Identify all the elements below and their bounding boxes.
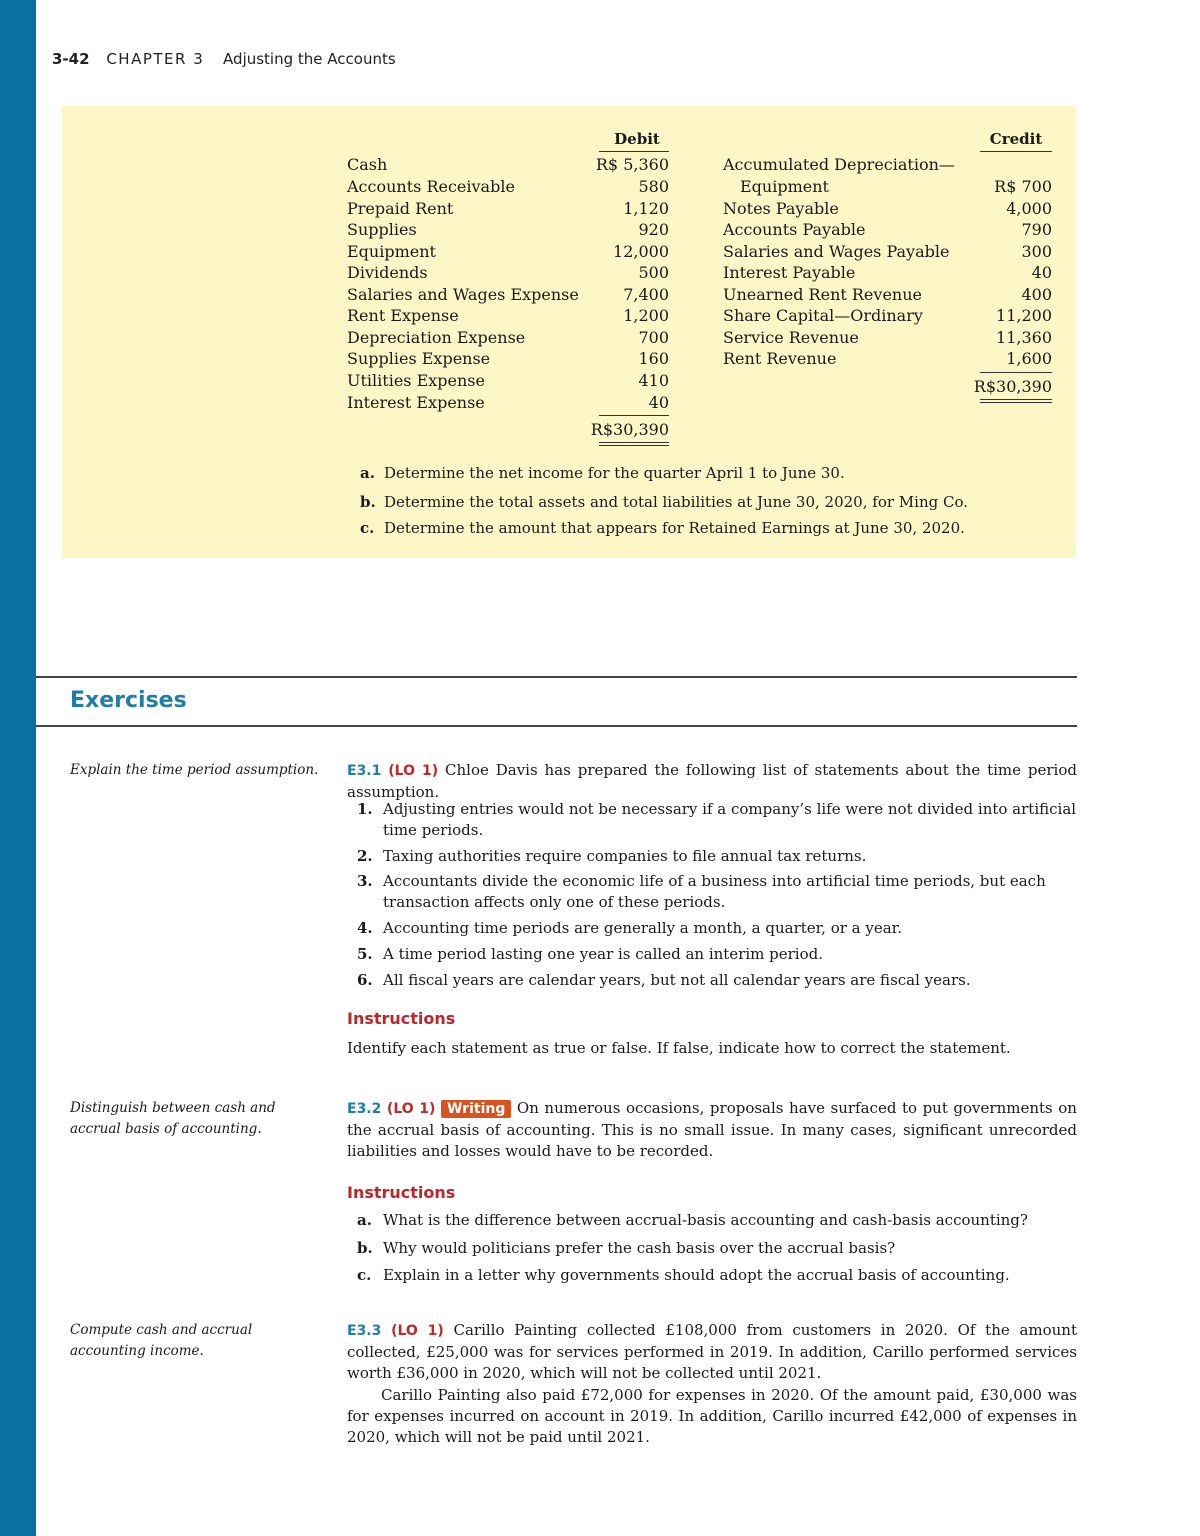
- debit-account-name: Salaries and Wages Expense: [347, 285, 579, 304]
- question-letter: c.: [360, 519, 375, 537]
- item-letter: a.: [357, 1211, 372, 1229]
- exercises-bottom-rule: [36, 725, 1077, 727]
- e33-margin-note: Compute cash and accrual accounting income.: [70, 1322, 253, 1359]
- credit-account-name: Equipment: [740, 177, 829, 196]
- question-text: Determine the net income for the quarter April 1 to June 30.: [384, 464, 845, 482]
- item-number: 2.: [357, 847, 373, 865]
- e33-id: E3.3: [347, 1323, 382, 1339]
- debit-amount: 12,000: [613, 242, 669, 261]
- debit-amount: 500: [638, 263, 669, 282]
- debit-amount: 580: [638, 177, 669, 196]
- question-text: Determine the amount that appears for Retained Earnings at June 30, 2020.: [384, 519, 965, 537]
- page-number: 3-42: [52, 50, 90, 68]
- item-number: 4.: [357, 919, 373, 937]
- e32-list-item: [357, 1265, 1077, 1286]
- e33-paragraph-1: [347, 1320, 1077, 1384]
- exercises-title: Exercises: [70, 688, 187, 713]
- item-letter: c.: [357, 1266, 372, 1284]
- debit-account-name: Dividends: [347, 263, 428, 282]
- running-head: [52, 50, 396, 68]
- item-text: All fiscal years are calendar years, but not all calendar years are fiscal years.: [383, 971, 971, 989]
- debit-header: Debit: [614, 130, 660, 148]
- e32-intro: [347, 1098, 1077, 1162]
- e31-lo: (LO 1): [388, 763, 439, 779]
- credit-account-name: Salaries and Wages Payable: [723, 242, 950, 261]
- debit-total: R$30,390: [590, 420, 669, 439]
- debit-account-name: Equipment: [347, 242, 436, 261]
- credit-amount: 40: [1031, 263, 1052, 282]
- credit-amount: 11,200: [996, 306, 1052, 325]
- credit-total: R$30,390: [973, 377, 1052, 396]
- credit-account-name: Unearned Rent Revenue: [723, 285, 922, 304]
- debit-total-rule: [599, 415, 669, 416]
- item-text: Accountants divide the economic life of a business into artificial time periods, but each transaction affects only one of these periods.: [383, 872, 1046, 911]
- e31-list-item: [357, 944, 1077, 965]
- debit-account-name: Rent Expense: [347, 306, 459, 325]
- credit-header-rule: [980, 151, 1052, 152]
- e32-list-item: [357, 1238, 1077, 1259]
- credit-total-rule: [980, 372, 1052, 373]
- e31-id: E3.1: [347, 763, 382, 779]
- item-text: Taxing authorities require companies to file annual tax returns.: [383, 847, 867, 865]
- credit-amount: 300: [1021, 242, 1052, 261]
- e32-instructions-heading: Instructions: [347, 1183, 456, 1202]
- e31-list-item: [357, 846, 1077, 867]
- credit-amount: 400: [1021, 285, 1052, 304]
- debit-account-name: Depreciation Expense: [347, 328, 526, 347]
- sidebar-color-bar: [0, 0, 36, 1536]
- question-item: [360, 464, 845, 482]
- debit-amount: 7,400: [623, 285, 669, 304]
- e31-list-item: [357, 871, 1077, 913]
- item-number: 3.: [357, 872, 373, 890]
- e33-lo: (LO 1): [391, 1323, 444, 1339]
- item-text: Explain in a letter why governments should adopt the accrual basis of accounting.: [383, 1266, 1010, 1284]
- credit-amount: 790: [1021, 220, 1052, 239]
- question-item: [360, 493, 968, 511]
- credit-amount: 4,000: [1006, 199, 1052, 218]
- credit-amount: R$ 700: [994, 177, 1052, 196]
- chapter-title: Adjusting the Accounts: [223, 50, 396, 68]
- debit-amount: 160: [638, 349, 669, 368]
- item-text: Adjusting entries would not be necessary if a company’s life were not divided into artificial time periods.: [383, 800, 1077, 839]
- debit-header-rule: [599, 151, 669, 152]
- credit-account-name: Share Capital—Ordinary: [723, 306, 923, 325]
- e31-list-item: [357, 970, 1077, 991]
- debit-amount: 700: [638, 328, 669, 347]
- credit-total-double-rule: [980, 399, 1052, 400]
- item-text: Accounting time periods are generally a month, a quarter, or a year.: [383, 919, 902, 937]
- e31-list-item: [357, 918, 1077, 939]
- credit-total-double-rule: [980, 402, 1052, 403]
- credit-account-name: Service Revenue: [723, 328, 859, 347]
- credit-account-name: Interest Payable: [723, 263, 856, 282]
- item-text: Why would politicians prefer the cash basis over the accrual basis?: [383, 1239, 896, 1257]
- item-number: 6.: [357, 971, 373, 989]
- item-number: 5.: [357, 945, 373, 963]
- e31-intro: [347, 760, 1077, 803]
- debit-account-name: Supplies Expense: [347, 349, 491, 368]
- debit-account-name: Utilities Expense: [347, 371, 485, 390]
- credit-account-name: Rent Revenue: [723, 349, 837, 368]
- writing-badge: Writing: [441, 1100, 511, 1118]
- credit-amount: 11,360: [996, 328, 1052, 347]
- e32-list-item: [357, 1210, 1077, 1231]
- e31-list-item: [357, 799, 1077, 841]
- debit-amount: 920: [638, 220, 669, 239]
- e32-intro-text: On numerous occasions, proposals have surfaced to put governments on the accrual basis of accounting. This is no small issue. In many cases, significant unrecorded liabilities and losses would have to be recorded.: [347, 1099, 1077, 1160]
- debit-amount: 1,120: [623, 199, 669, 218]
- e33-paragraph-2: Carillo Painting also paid £72,000 for expenses in 2020. Of the amount paid, £30,000 was for expenses incurred on account in 2019. In addition, Carillo incurred £42,000 of expenses in 2020, which will not be paid until 2021.: [347, 1386, 1077, 1446]
- chapter-label: CHAPTER 3: [106, 50, 205, 68]
- e31-instructions-heading: Instructions: [347, 1009, 456, 1028]
- e32-lo: (LO 1): [386, 1101, 436, 1117]
- exercises-top-rule: [36, 676, 1077, 678]
- question-letter: b.: [360, 493, 376, 511]
- debit-amount: 40: [648, 393, 669, 412]
- item-text: What is the difference between accrual-basis accounting and cash-basis accounting?: [383, 1211, 1028, 1229]
- debit-total-double-rule: [599, 442, 669, 443]
- credit-header: Credit: [989, 130, 1043, 148]
- e31-intro-text: Chloe Davis has prepared the following list of statements about the time period assumption.: [347, 761, 1077, 801]
- e32-id: E3.2: [347, 1101, 382, 1117]
- e31-instructions-text: Identify each statement as true or false. If false, indicate how to correct the statement.: [347, 1039, 1011, 1057]
- debit-account-name: Supplies: [347, 220, 417, 239]
- debit-account-name: Prepaid Rent: [347, 199, 454, 218]
- debit-account-name: Accounts Receivable: [347, 177, 515, 196]
- item-letter: b.: [357, 1239, 373, 1257]
- item-text: A time period lasting one year is called an interim period.: [383, 945, 823, 963]
- credit-account-name: Accumulated Depreciation—: [723, 155, 955, 174]
- debit-account-name: Interest Expense: [347, 393, 485, 412]
- e33-para1-text: Carillo Painting collected £108,000 from customers in 2020. Of the amount collected, £25,000 was for services performed in 2019. In addition, Carillo performed services worth £36,000 in 2020, which will not be collected until 2021.: [347, 1321, 1077, 1382]
- credit-amount: 1,600: [1006, 349, 1052, 368]
- e32-margin-note: Distinguish between cash and accrual basis of accounting.: [70, 1100, 276, 1137]
- credit-account-name: Accounts Payable: [723, 220, 866, 239]
- debit-total-double-rule: [599, 445, 669, 446]
- debit-amount: R$ 5,360: [595, 155, 669, 174]
- debit-account-name: Cash: [347, 155, 388, 174]
- question-item: [360, 519, 965, 537]
- debit-amount: 1,200: [623, 306, 669, 325]
- question-text: Determine the total assets and total liabilities at June 30, 2020, for Ming Co.: [384, 493, 968, 511]
- e31-margin-note: Explain the time period assumption.: [70, 762, 319, 778]
- item-number: 1.: [357, 800, 373, 818]
- question-letter: a.: [360, 464, 375, 482]
- debit-amount: 410: [638, 371, 669, 390]
- credit-account-name: Notes Payable: [723, 199, 839, 218]
